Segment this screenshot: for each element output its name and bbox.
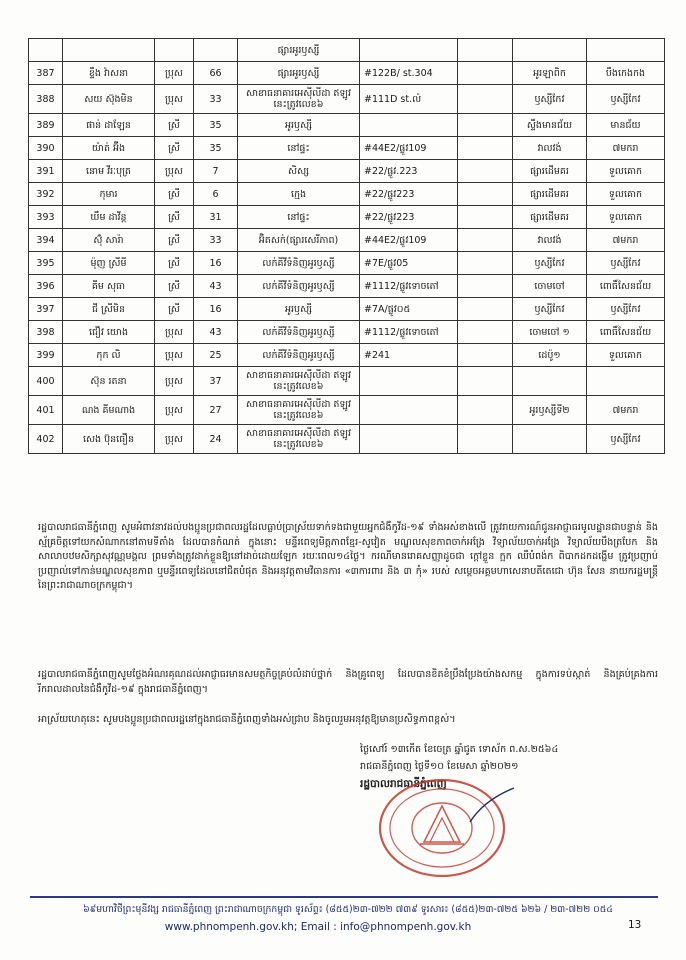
cell-village [458, 39, 513, 62]
cell-district: បឹងកេងកង [587, 62, 665, 85]
cell-job: នៅផ្ទះ [238, 206, 360, 229]
cell-address: #22/ផ្លូវ.223 [360, 160, 458, 183]
cell-sex: ប្រុស [155, 425, 194, 454]
cell-commune: ស្ទឹងមានជ័យ [513, 114, 587, 137]
cell-job: ផ្សារអូរឫស្សី [238, 62, 360, 85]
cell-district [587, 39, 665, 62]
cell-district [587, 367, 665, 396]
cell-address: #44E2/ផ្លូវ109 [360, 137, 458, 160]
cell-sex: ស្រី [155, 298, 194, 321]
solar-date: រាជធានីភ្នំពេញ ថ្ងៃទី១០ ខែមេសា ឆ្នាំ២០២១ [360, 761, 519, 772]
cell-name: ជឿវ យោង [63, 321, 155, 344]
cell-name: ស៊ុន រតនា [63, 367, 155, 396]
cell-commune: អូរឫស្សីទី២ [513, 396, 587, 425]
cell-no: 398 [29, 321, 63, 344]
cell-village [458, 396, 513, 425]
cell-district: មានជ័យ [587, 114, 665, 137]
table-row [29, 39, 665, 62]
cell-name [63, 39, 155, 62]
table-row [29, 85, 665, 114]
cell-age: 16 [194, 252, 238, 275]
cell-address: #7A/ផ្លូវ០៥ [360, 298, 458, 321]
cell-village [458, 137, 513, 160]
cell-commune: ឫស្សីកែវ [513, 298, 587, 321]
cell-village [458, 114, 513, 137]
cell-village [458, 183, 513, 206]
cell-village [458, 298, 513, 321]
cases-table [28, 38, 665, 454]
cell-age: 43 [194, 321, 238, 344]
table-row [29, 321, 665, 344]
cell-address: #22/ផ្លូវ223 [360, 206, 458, 229]
closing-paragraph: អាស្រ័យហេតុនេះ សូមបងប្អូនប្រជាពលរដ្ឋនៅក្នុងរាជធានីភ្នំពេញទាំងអស់ជ្រាប និងចូលរួមអនុវត្តឱ្យមានប្រសិទ្ធភាពខ្ពស់។ [38, 714, 456, 725]
cell-age: 33 [194, 85, 238, 114]
cell-name: សយ ស៊ុងមិន [63, 85, 155, 114]
cell-village [458, 344, 513, 367]
cell-address: #22/ផ្លូវ223 [360, 183, 458, 206]
cell-village [458, 321, 513, 344]
cell-name: យ៉ាត់ អ៊ីង [63, 137, 155, 160]
cell-sex: ប្រុស [155, 396, 194, 425]
cases-table-body [29, 39, 665, 454]
cell-no: 393 [29, 206, 63, 229]
cell-district: ឫស្សីកែវ [587, 425, 665, 454]
lunar-date: ថ្ងៃសៅរ៍ ១៣កើត ខែចេត្រ ឆ្នាំជូត ទោស័ក ព.ស.២៥៦៤ [360, 744, 559, 755]
cell-district: ឫស្សីកែវ [587, 85, 665, 114]
cell-job: លក់គីវីទំនិញអូរឫស្សី [238, 275, 360, 298]
cell-name: នោម វីរៈបុត្រ [63, 160, 155, 183]
cell-name: កុមារ [63, 183, 155, 206]
cell-commune: វាលវង់ [513, 137, 587, 160]
cell-district: ទួលគោក [587, 206, 665, 229]
cell-job: ក្មេង [238, 183, 360, 206]
cell-address: #241 [360, 344, 458, 367]
cell-sex: ប្រុស [155, 321, 194, 344]
cell-name: ម៉ុញ ស្រីមី [63, 252, 155, 275]
cell-commune: ឫស្សីកែវ [513, 252, 587, 275]
footer-rule [30, 896, 658, 898]
cell-age: 31 [194, 206, 238, 229]
cell-sex: ប្រុស [155, 85, 194, 114]
cell-sex: ស្រី [155, 114, 194, 137]
cell-sex: ស្រី [155, 206, 194, 229]
cell-name: ឃឹម ដាវីន្ត [63, 206, 155, 229]
table-row [29, 62, 665, 85]
cell-commune [513, 367, 587, 396]
table-row [29, 367, 665, 396]
cell-job: សាខាធនាគារអេស៊ីលីដា ឥឡូវនេះត្រូវលេខ៦ [238, 85, 360, 114]
cell-address: #7E/ផ្លូវ05 [360, 252, 458, 275]
cell-district: ទួលគោក [587, 160, 665, 183]
cell-age: 27 [194, 396, 238, 425]
cell-address [360, 425, 458, 454]
table-row [29, 206, 665, 229]
cell-age: 35 [194, 114, 238, 137]
cell-job: អូរឫស្សី [238, 298, 360, 321]
issuer: រដ្ឋបាលរាជធានីភ្នំពេញ [360, 778, 447, 790]
cell-job: សាខាធនាគារអេស៊ីលីដា ឥឡូវនេះត្រូវលេខ៦ [238, 425, 360, 454]
cell-name: ខ្ទឹង វ៉ាសនា [63, 62, 155, 85]
cell-village [458, 425, 513, 454]
cell-sex: ប្រុស [155, 367, 194, 396]
cell-commune: ផ្សារដើមគរ [513, 183, 587, 206]
cell-age [194, 39, 238, 62]
cell-no: 391 [29, 160, 63, 183]
cell-village [458, 62, 513, 85]
cell-no: 394 [29, 229, 63, 252]
cell-commune: ផ្សារដើមគរ [513, 206, 587, 229]
cell-address: #111D st.ល៉ [360, 85, 458, 114]
appeal-paragraph: រដ្ឋបាលរាជធានីភ្នំពេញ សូមអំពាវនាវដល់បងប្អូនប្រជាពលរដ្ឋដែលធ្លាប់ប្រាស្រ័យទាក់ទងជាមួយអ្នកជំងឺកូវីដ-១៩ ទាំងអស់ខាងលើ ត្រូវរាយការណ៍ជូនអាជ្ញាធរមូលដ្ឋានជាបន្ទាន់ និងស្ម័គ្រចិត្តទៅយកសំណាកនៅតាមទីតាំង ដែលបានកំណត់ ក្នុងនោះ មន្ទីរពេទ្យមិត្តភាពខ្មែរ-សូវៀត មណ្ឌលសុខភាពចាក់អង្រែ វិទ្យាល័យចាក់អង្រែ វិទ្យាល័យបឹងត្របែក និងសាលាបឋមសិក្សាសុវណ្ណមង្គល ព្រមទាំងត្រូវដាក់ខ្លួនឱ្យនៅដាច់ដោយឡែក រយៈពេល១៤ថ្ងៃ។ ករណីមានរោគសញ្ញាដូចជា ក្តៅខ្លួន ក្អក ឈឺបំពង់ក ពិបាកដកដង្ហើម ត្រូវប្រញាប់ប្រញាល់ទៅកាន់មណ្ឌលសុខភាព ឬមន្ទីរពេទ្យដែលនៅជិតបំផុត និងអនុវត្តតាមវិធានការ «៣ការពារ និង ៣ កុំ» របស់ សម្តេចអគ្គមហាសេនាបតីតេជោ ហ៊ុន សែន នាយករដ្ឋមន្ត្រី នៃព្រះរាជាណាចក្រកម្ពុជា។ [38, 522, 658, 591]
table-row [29, 298, 665, 321]
table-row [29, 160, 665, 183]
cell-commune: ដេប៉ូ១ [513, 344, 587, 367]
cell-job: លក់គីវីទំនិញអូរឫស្សី [238, 321, 360, 344]
cell-address: #44E2/ផ្លូវ109 [360, 229, 458, 252]
cell-age: 33 [194, 229, 238, 252]
cell-name: សេង ប៊ុនធឿន [63, 425, 155, 454]
cell-no [29, 39, 63, 62]
cell-district: ពោធិ៍សែនជ័យ [587, 275, 665, 298]
cell-sex: ស្រី [155, 183, 194, 206]
cell-no: 399 [29, 344, 63, 367]
page-number: 13 [628, 919, 642, 931]
cell-job: លក់គីវីទំនិញអូរឫស្សី [238, 252, 360, 275]
cell-name: គីម សុធា [63, 275, 155, 298]
cell-age: 37 [194, 367, 238, 396]
cell-job: អូរឫស្សី [238, 114, 360, 137]
thanks-paragraph: រដ្ឋបាលរាជធានីភ្នំពេញសូមថ្លែងអំណរគុណដល់អាជ្ញាធរមានសមត្ថកិច្ចគ្រប់លំដាប់ថ្នាក់ និងគ្រូពេទ្យ ដែលបានខិតខំប្រឹងប្រែងយ៉ាងសកម្ម ក្នុងការទប់ស្កាត់ និងគ្រប់គ្រងការរីករាលដាលនៃជំងឺកូវីដ-១៩ ក្នុងរាជធានីភ្នំពេញ។ [38, 669, 658, 695]
table-row [29, 425, 665, 454]
cell-age: 25 [194, 344, 238, 367]
cell-village [458, 206, 513, 229]
cell-sex: ស្រី [155, 275, 194, 298]
table-row [29, 275, 665, 298]
cell-name: ស៊ុំ សារ៉ា [63, 229, 155, 252]
cell-no: 401 [29, 396, 63, 425]
cell-name: កុក លិ [63, 344, 155, 367]
cell-age: 24 [194, 425, 238, 454]
cell-job: សាខាធនាគារអេស៊ីលីដា ឥឡូវនេះត្រូវលេខ៦ [238, 367, 360, 396]
cell-village [458, 367, 513, 396]
cell-name: ជី ស្រីមិន [63, 298, 155, 321]
cell-no: 387 [29, 62, 63, 85]
cell-sex: ប្រុស [155, 62, 194, 85]
cell-no: 396 [29, 275, 63, 298]
cell-address [360, 396, 458, 425]
cell-no: 400 [29, 367, 63, 396]
cell-sex: ប្រុស [155, 344, 194, 367]
cell-sex: ប្រុស [155, 160, 194, 183]
table-row [29, 344, 665, 367]
cell-commune: ឫស្សីកែវ [513, 85, 587, 114]
cell-commune: អូរឡាពិក [513, 62, 587, 85]
cell-no: 395 [29, 252, 63, 275]
cell-address [360, 367, 458, 396]
footer-address: ៦៩មហាវិថីព្រះមុនីវង្ស រាជធានីភ្នំពេញ ព្រះរាជាណាចក្រកម្ពុជា ទូរស័ព្ទ៖ (៨៥៥)២៣-៧២២ ៧៣៩ ទូរសារ៖ (៨៥៥)២៣-៧២៥ ៦២៦ / ២៣-៧២២ ០៥៤ [83, 904, 613, 915]
cell-commune: ចោមចៅ ១ [513, 321, 587, 344]
cell-no: 388 [29, 85, 63, 114]
cell-name: ណង គីមណាង [63, 396, 155, 425]
footer-web: www.phnompenh.gov.kh; Email : info@phnompenh.gov.kh [164, 921, 472, 933]
cell-age: 43 [194, 275, 238, 298]
cell-commune: វាលវង់ [513, 229, 587, 252]
cell-address [360, 114, 458, 137]
official-seal [374, 770, 520, 880]
cell-sex: ស្រី [155, 137, 194, 160]
cell-commune [513, 425, 587, 454]
cell-district: ឫស្សីកែវ [587, 252, 665, 275]
cell-job: នៅផ្ទះ [238, 137, 360, 160]
table-row [29, 396, 665, 425]
table-row [29, 183, 665, 206]
cell-district: ៧មករា [587, 229, 665, 252]
cell-commune [513, 39, 587, 62]
cell-age: 16 [194, 298, 238, 321]
cell-job: សិស្ស [238, 160, 360, 183]
cell-commune: ផ្សារដើមគរ [513, 160, 587, 183]
cell-job: សាខាធនាគារអេស៊ីលីដា ឥឡូវនេះត្រូវលេខ៦ [238, 396, 360, 425]
table-row [29, 137, 665, 160]
cell-village [458, 275, 513, 298]
cell-district: ទួលគោក [587, 183, 665, 206]
cell-job: អ៊ិតសក់(ផ្សារសេរីភាព) [238, 229, 360, 252]
cell-address [360, 39, 458, 62]
cell-age: 66 [194, 62, 238, 85]
cell-age: 6 [194, 183, 238, 206]
cell-commune: ចោមចៅ [513, 275, 587, 298]
cell-no: 390 [29, 137, 63, 160]
table-row [29, 229, 665, 252]
cell-job: លក់គីវីទំនិញអូរឫស្សី [238, 344, 360, 367]
table-row [29, 114, 665, 137]
cell-sex: ស្រី [155, 229, 194, 252]
cell-no: 389 [29, 114, 63, 137]
cell-age: 7 [194, 160, 238, 183]
cell-village [458, 252, 513, 275]
cell-village [458, 229, 513, 252]
cell-district: ទួលគោក [587, 344, 665, 367]
cell-no: 402 [29, 425, 63, 454]
cell-job: ផ្សារអូរឫស្សី [238, 39, 360, 62]
cell-village [458, 85, 513, 114]
cell-address: #122B/ st.304 [360, 62, 458, 85]
cell-district: ៧មករា [587, 137, 665, 160]
cell-district: ឫស្សីកែវ [587, 298, 665, 321]
cell-name: ផាន់ ដាឡែន [63, 114, 155, 137]
cell-address: #1112/ផ្លូវទោចតៅ [360, 275, 458, 298]
cell-district: ពោធិ៍សែនជ័យ [587, 321, 665, 344]
cell-sex: ស្រី [155, 252, 194, 275]
cell-sex [155, 39, 194, 62]
cell-age: 35 [194, 137, 238, 160]
cell-no: 397 [29, 298, 63, 321]
cell-village [458, 160, 513, 183]
cell-no: 392 [29, 183, 63, 206]
cell-district: ៧មករា [587, 396, 665, 425]
cell-address: #1112/ផ្លូវទោចតៅ [360, 321, 458, 344]
table-row [29, 252, 665, 275]
